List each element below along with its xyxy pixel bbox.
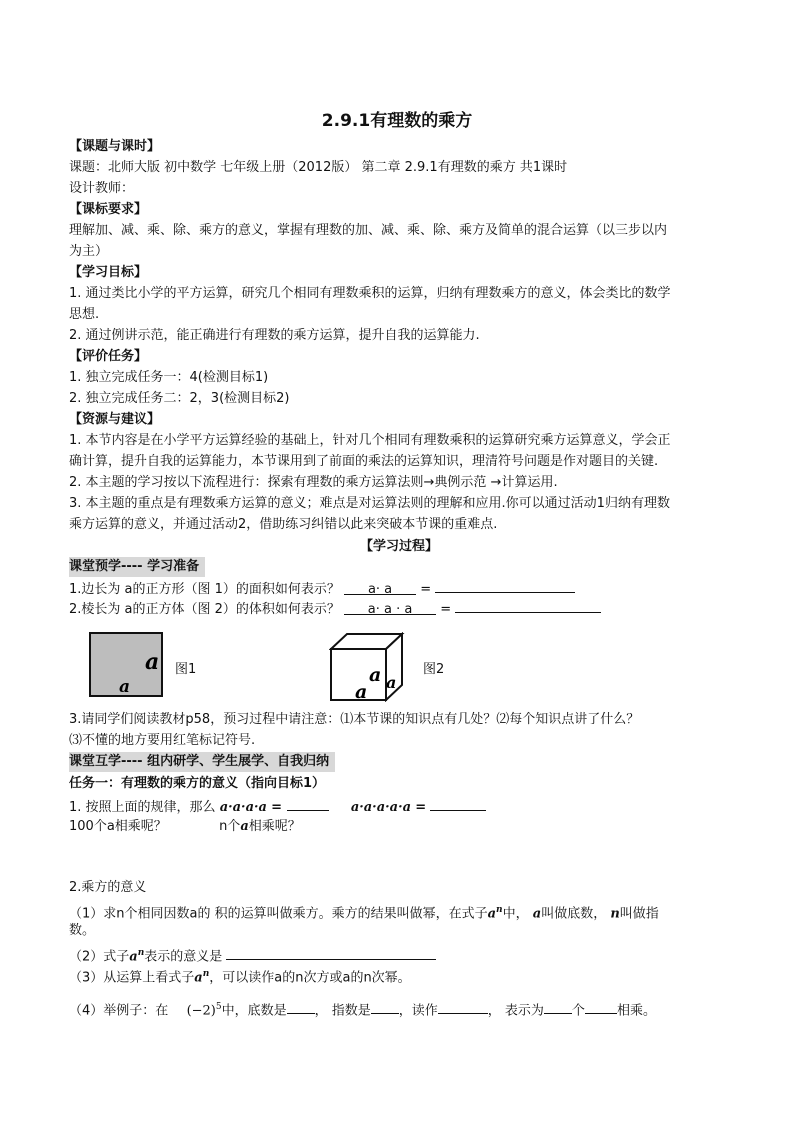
- var-n: n: [610, 906, 620, 922]
- task-1-question-2: [69, 817, 729, 837]
- expr-a5: a·a·a·a·a: [350, 800, 412, 815]
- meaning-2-prefix: （2）式子: [69, 949, 130, 965]
- task-1-q2a: 100个a相乘呢？: [69, 819, 167, 834]
- expr-neg-two: (−2): [186, 1003, 216, 1019]
- exponent-blank[interactable]: [371, 999, 399, 1014]
- meaning-3-suffix: ，可以读作a的n次方或a的n次幂。: [209, 970, 411, 986]
- equals-sign: =: [271, 800, 287, 815]
- meaning-1-mid2: 叫做底数，: [541, 906, 607, 922]
- figure-2-cube: [329, 632, 405, 702]
- eval-task-1: 1. 独立完成任务一：4(检测目标1): [69, 370, 269, 385]
- question-3-line-2: ⑶不懂的地方要用红笔标记符号.: [69, 733, 256, 748]
- mutual-study-label: 课堂互学---- 组内研学、学生展学、自我归纳: [69, 752, 335, 772]
- equals-sign: =: [415, 800, 427, 815]
- section-heading-resource: 【资源与建议】: [69, 412, 161, 427]
- meaning-4-prefix: （4）举例子：在: [69, 1003, 169, 1019]
- pre-study-title: [69, 557, 729, 577]
- resource-3-line-2: 乘方运算的意义，并通过活动2，借助练习纠错以此来突破本节课的重难点.: [69, 517, 498, 532]
- expr-a4: a·a·a·a: [219, 800, 267, 815]
- question-2: [69, 598, 729, 620]
- var-a: a: [487, 906, 497, 922]
- meaning-4-suffix: 相乘。: [616, 1003, 656, 1019]
- factor-blank[interactable]: [585, 999, 617, 1014]
- var-a: a: [194, 970, 203, 986]
- meaning-1-mid1: 中，: [502, 906, 529, 922]
- resource-2: 2. 本主题的学习按以下流程进行：探索有理数的乘方运算法则→典例示范 →计算运用.: [69, 475, 558, 490]
- standard-line-1: 理解加、减、乘、除、乘方的意义，掌握有理数的加、减、乘、除、乘方及简单的混合运算（以三步以内: [69, 223, 668, 238]
- figure-2-depth-label: a: [386, 673, 397, 692]
- read-as-blank[interactable]: [438, 999, 488, 1014]
- question-2-blank[interactable]: [344, 600, 436, 615]
- meaning-4: [69, 997, 729, 1021]
- learning-process-heading: 【学习过程】: [359, 539, 438, 554]
- task-1-q1-prefix: 1. 按照上面的规律，那么: [69, 800, 216, 815]
- question-2-answer-blank[interactable]: [455, 598, 601, 613]
- course-info: 课题：北师大版 初中数学 七年级上册（2012版） 第二章 2.9.1有理数的乘方 共1课时: [69, 160, 568, 175]
- expr-exponent: 5: [215, 1002, 222, 1012]
- question-1-fill: a· a: [367, 582, 393, 597]
- resource-1-line-1: 1. 本节内容是在小学平方运算经验的基础上，针对几个相同有理数乘积的运算研究乘方运算意义，学会正: [69, 433, 671, 448]
- figure-1-square: [89, 632, 164, 698]
- page-title: 2.9.1有理数的乘方: [321, 111, 473, 131]
- meaning-1-prefix: （1）求n个相同因数a的 积的运算叫做乘方。乘方的结果叫做幂，在式子: [69, 906, 488, 922]
- standard-line-2: 为主）: [69, 244, 109, 259]
- question-3-line-1: 3.请同学们阅读教材p58，预习过程中请注意：⑴本节课的知识点有几处？⑵每个知识点讲了什么？: [69, 712, 640, 727]
- figure-1-caption: 图1: [175, 662, 197, 677]
- question-1-answer-blank[interactable]: [435, 578, 575, 593]
- meaning-4-read-label: ，读作: [398, 1003, 438, 1019]
- section-heading-goals: 【学习目标】: [69, 265, 148, 280]
- task-1-q2b-suffix: 相乘呢？: [248, 819, 301, 834]
- figure-2-bottom-label: a: [355, 681, 368, 702]
- var-a: a: [129, 949, 138, 965]
- section-heading-eval: 【评价任务】: [69, 349, 148, 364]
- task-1-blank-2[interactable]: [430, 796, 486, 811]
- question-2-text: 2.棱长为 a的正方体（图 2）的体积如何表示？: [69, 602, 340, 617]
- figure-2-side-label: a: [369, 664, 382, 686]
- mutual-study-title: [69, 752, 729, 772]
- figure-2-caption: 图2: [423, 662, 445, 677]
- var-n: n: [202, 969, 210, 979]
- section-heading-course: 【课题与课时】: [69, 139, 161, 154]
- question-1-blank[interactable]: [344, 580, 416, 595]
- meaning-1-suffix: 叫做指: [619, 906, 659, 922]
- question-1-text: 1.边长为 a的正方形（图 1）的面积如何表示？: [69, 582, 340, 597]
- resource-1-line-2: 确计算，提升自我的运算能力，本节课用到了前面的乘法的运算知识，理清符号问题是作对题目的关键.: [69, 454, 659, 469]
- question-1: [69, 578, 729, 600]
- goal-1-line-1: 1. 通过类比小学的平方运算，研究几个相同有理数乘积的运算，归纳有理数乘方的意义，体会类比的数学: [69, 286, 671, 301]
- task-1-blank-1[interactable]: [287, 796, 329, 811]
- goal-1-line-2: 思想.: [69, 307, 100, 322]
- meaning-2-blank[interactable]: [226, 945, 436, 960]
- equals-sign: =: [440, 602, 452, 617]
- var-a: a: [240, 819, 249, 834]
- question-2-fill: a· a · a: [367, 602, 413, 617]
- task-1-q2b-prefix: n个: [219, 819, 241, 834]
- meaning-4-ge: 个: [571, 1003, 585, 1019]
- meaning-4-means-label: ， 表示为: [487, 1003, 544, 1019]
- var-a: a: [532, 906, 542, 922]
- meaning-4-base-label: 中，底数是: [221, 1003, 287, 1019]
- var-n: n: [137, 948, 145, 958]
- meaning-1-line-2: 数。: [69, 923, 96, 938]
- figure-1-bottom-label: a: [119, 677, 131, 697]
- count-blank[interactable]: [544, 999, 572, 1014]
- task-1-title: 任务一：有理数的乘方的意义（指向目标1）: [69, 776, 326, 791]
- base-blank[interactable]: [287, 999, 315, 1014]
- figure-1-side-label: a: [145, 649, 160, 675]
- designer-line: 设计教师：: [69, 181, 135, 196]
- meaning-2-suffix: 表示的意义是: [144, 949, 223, 965]
- goal-2: 2. 通过例讲示范，能正确进行有理数的乘方运算，提升自我的运算能力.: [69, 328, 480, 343]
- eval-task-2: 2. 独立完成任务二：2，3(检测目标2): [69, 391, 290, 406]
- meaning-title: 2.乘方的意义: [69, 880, 147, 895]
- equals-sign: =: [420, 582, 436, 597]
- task-1-question-1: [69, 796, 729, 818]
- var-n: n: [496, 905, 503, 915]
- meaning-4-exponent-label: ， 指数是: [314, 1003, 371, 1019]
- pre-study-label: 课堂预学---- 学习准备: [69, 557, 205, 577]
- meaning-3: [69, 964, 729, 988]
- section-heading-standard: 【课标要求】: [69, 202, 148, 217]
- resource-3-line-1: 3. 本主题的重点是有理数乘方运算的意义；难点是对运算法则的理解和应用.你可以通过活动1归纳有理数: [69, 496, 670, 511]
- meaning-3-prefix: （3）从运算上看式子: [69, 970, 195, 986]
